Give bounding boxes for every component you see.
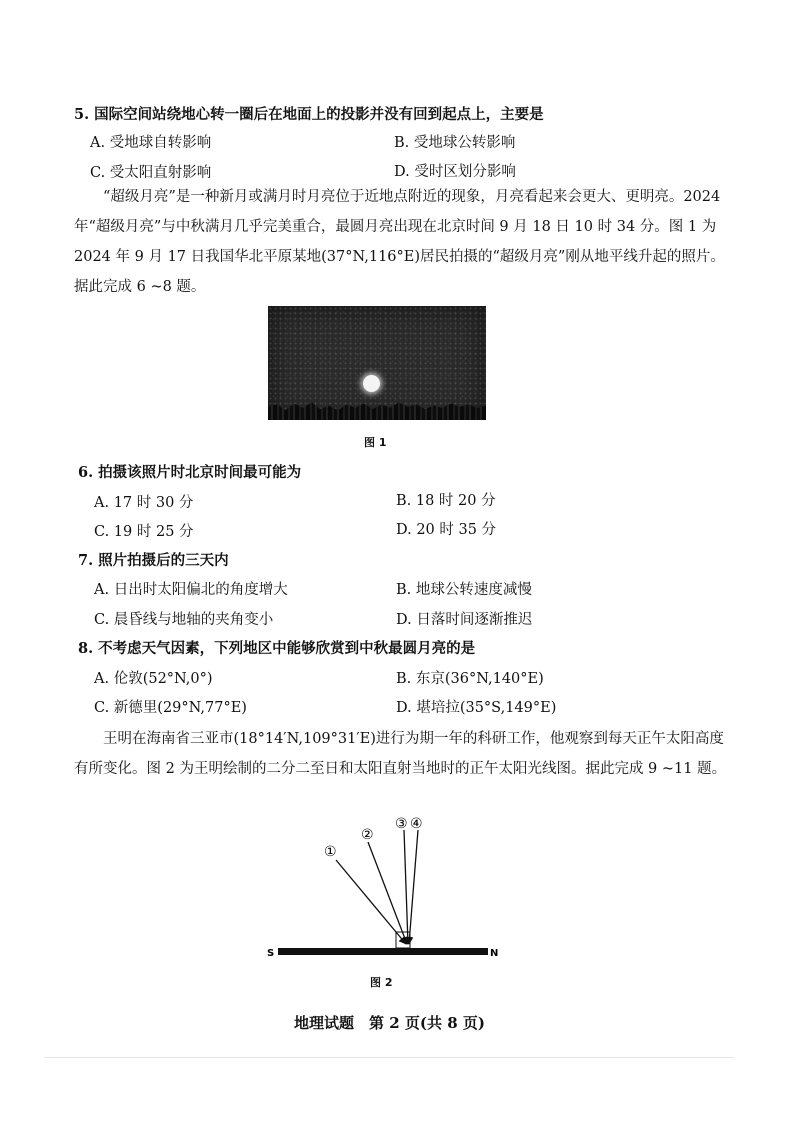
- photo-noise: [268, 306, 486, 420]
- q6-option-d: D. 20 时 35 分: [396, 522, 497, 538]
- passage-sanya: 王明在海南省三亚市(18°14′N,109°31′E)进行为期一年的科研工作，他观察到每天正午太阳高度有所变化。图 2 为王明绘制的二分二至日和太阳直射当地时的正午太阳光线图。据此完成 9 ~11 题。: [74, 731, 727, 777]
- q8-option-a: A. 伦敦(52°N,0°): [94, 671, 213, 687]
- q5-option-b: B. 受地球公转影响: [394, 135, 516, 151]
- page-footer: 地理试题 第 2 页(共 8 页): [294, 1014, 485, 1032]
- q5-option-d: D. 受时区划分影响: [394, 164, 516, 180]
- ray-label-4: ④: [410, 816, 423, 832]
- super-moon-photo: [268, 306, 486, 420]
- q8-option-b: B. 东京(36°N,140°E): [396, 671, 544, 687]
- figure-1-caption: 图 1: [364, 436, 387, 449]
- bottom-divider: [44, 1057, 734, 1058]
- q6-option-b: B. 18 时 20 分: [396, 493, 496, 509]
- q7-option-d: D. 日落时间逐渐推迟: [396, 612, 533, 628]
- ray-3: [404, 830, 408, 944]
- q6-option-c: C. 19 时 25 分: [94, 524, 194, 540]
- noon-sun-ray-diagram: [264, 814, 504, 964]
- ray-label-3: ③: [395, 816, 408, 832]
- q7-stem: 7. 照片拍摄后的三天内: [78, 552, 229, 569]
- q6-stem: 6. 拍摄该照片时北京时间最可能为: [78, 464, 302, 481]
- ray-label-2: ②: [361, 827, 374, 843]
- moon-icon: [363, 375, 380, 392]
- q7-option-b: B. 地球公转速度减慢: [396, 582, 532, 598]
- ray-1: [336, 860, 406, 944]
- q5-option-c: C. 受太阳直射影响: [90, 165, 212, 181]
- q8-stem: 8. 不考虑天气因素，下列地区中能够欣赏到中秋最圆月亮的是: [78, 640, 476, 657]
- q5-stem: 5. 国际空间站绕地心转一圈后在地面上的投影并没有回到起点上，主要是: [74, 106, 544, 123]
- passage-super-moon: “超级月亮”是一种新月或满月时月亮位于近地点附近的现象，月亮看起来会更大、更明亮。2024 年“超级月亮”与中秋满月几乎完美重合，最圆月亮出现在北京时间 9 月 18 日 10 时 34 分。图 1 为 2024 年 9 月 17 日我国华北平原某地(37°N,116°E)居民拍摄的“超级月亮”刚从地平线升起的照片。据此完成 6 ~8 题。: [74, 189, 725, 295]
- ray-2: [368, 842, 407, 944]
- q8-option-c: C. 新德里(29°N,77°E): [94, 700, 247, 716]
- north-label: N: [490, 948, 499, 959]
- ground-bar: [278, 948, 488, 955]
- q5-option-a: A. 受地球自转影响: [90, 135, 212, 151]
- ray-label-1: ①: [324, 844, 337, 860]
- figure-2-caption: 图 2: [370, 976, 393, 989]
- q7-option-c: C. 晨昏线与地轴的夹角变小: [94, 612, 274, 628]
- q6-option-a: A. 17 时 30 分: [94, 495, 194, 511]
- q7-option-a: A. 日出时太阳偏北的角度增大: [94, 582, 288, 598]
- q8-option-d: D. 堪培拉(35°S,149°E): [396, 700, 557, 716]
- south-label: S: [267, 948, 275, 959]
- ray-4: [409, 830, 418, 944]
